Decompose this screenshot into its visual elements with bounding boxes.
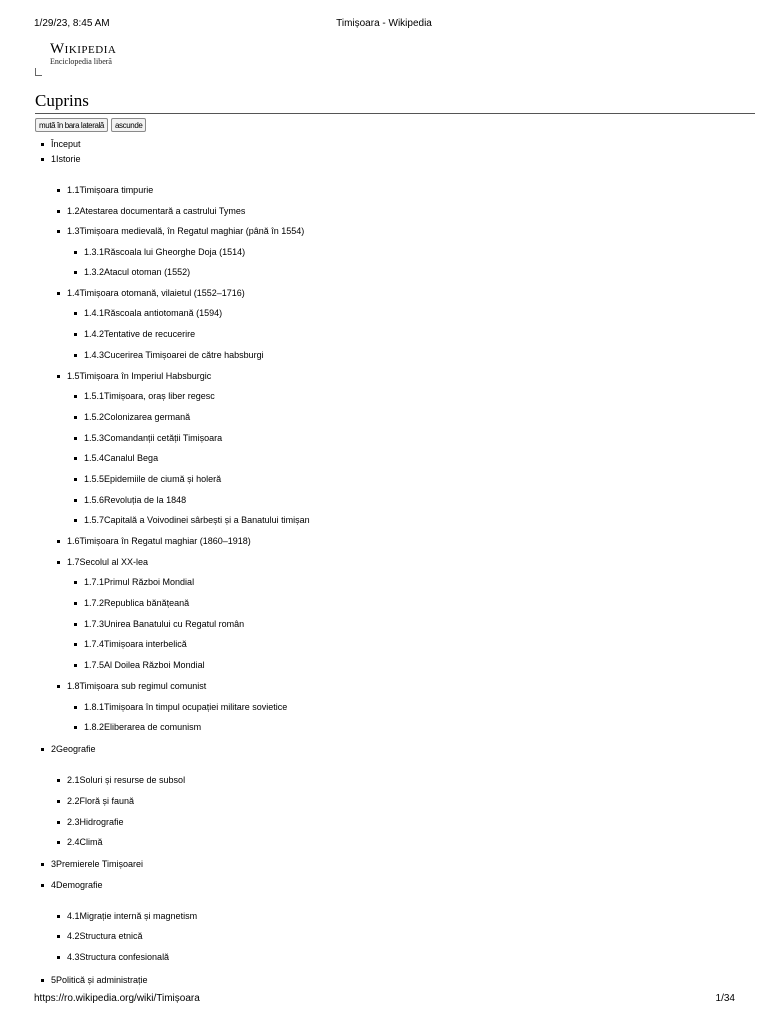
toc-item-label: Timișoara în Regatul maghiar (1860–1918) <box>79 536 251 546</box>
toc-item[interactable] <box>84 721 201 733</box>
toc-item-label: Epidemiile de ciumă și holeră <box>104 474 222 484</box>
bullet-icon <box>74 581 77 584</box>
bullet-icon <box>74 519 77 522</box>
toc-item-label: Răscoala antiotomană (1594) <box>104 308 223 318</box>
toc-item-number: 1.5.7 <box>84 515 105 525</box>
toc-item-number: 1.5.6 <box>84 495 105 505</box>
toc-item-label: Hidrografie <box>79 817 124 827</box>
toc-item[interactable] <box>67 910 197 922</box>
toc-item-number: 4.3 <box>67 952 80 962</box>
bullet-icon <box>74 706 77 709</box>
toc-item-number: 2.2 <box>67 796 80 806</box>
toc-item-label: Migrație internă și magnetism <box>79 911 198 921</box>
bullet-icon <box>74 643 77 646</box>
bullet-icon <box>41 863 44 866</box>
toc-item-label: Structura etnică <box>79 931 143 941</box>
toc-item[interactable] <box>67 930 143 942</box>
toc-item-label: Timișoara medievală, în Regatul maghiar (până în 1554) <box>79 226 305 236</box>
bullet-icon <box>74 437 77 440</box>
toc-item[interactable] <box>84 618 244 630</box>
toc-item-label: Timișoara interbelică <box>104 639 187 649</box>
toc-item[interactable] <box>51 138 81 150</box>
logo-tagline: Enciclopedia liberă <box>50 57 112 66</box>
toc-item-label: Unirea Banatului cu Regatul român <box>104 619 245 629</box>
bullet-icon <box>57 935 60 938</box>
toc-item[interactable] <box>84 432 222 444</box>
toc-item[interactable] <box>84 452 158 464</box>
toc-item[interactable] <box>84 473 221 485</box>
toc-item-number: 1 <box>51 154 57 164</box>
toc-item[interactable] <box>67 836 103 848</box>
toc-item-number: 5 <box>51 975 57 985</box>
toc-item[interactable] <box>67 535 251 547</box>
toc-item[interactable] <box>84 659 205 671</box>
toc-item-number: 1.5.3 <box>84 433 105 443</box>
bullet-icon <box>57 956 60 959</box>
hide-toc-button[interactable]: ascunde <box>111 118 146 132</box>
bullet-icon <box>57 841 60 844</box>
bullet-icon <box>41 979 44 982</box>
bullet-icon <box>57 915 60 918</box>
toc-item-number: 4.2 <box>67 931 80 941</box>
bullet-icon <box>74 251 77 254</box>
toc-item-number: 1.8.1 <box>84 702 105 712</box>
toc-item-number: 1.3.1 <box>84 247 105 257</box>
toc-item-number: 1.7.4 <box>84 639 105 649</box>
bullet-icon <box>74 664 77 667</box>
toc-item-label: Eliberarea de comunism <box>104 722 202 732</box>
toc-item-label: Timișoara otomană, vilaietul (1552–1716) <box>79 288 245 298</box>
bullet-icon <box>57 230 60 233</box>
toc-divider <box>35 113 755 114</box>
bullet-icon <box>57 561 60 564</box>
toc-item-label: Început <box>51 139 81 149</box>
toc-item-label: Premierele Timișoarei <box>56 859 144 869</box>
toc-item-number: 3 <box>51 859 57 869</box>
toc-item-number: 2 <box>51 744 57 754</box>
toc-item-label: Revoluția de la 1848 <box>104 495 187 505</box>
bullet-icon <box>57 821 60 824</box>
toc-item[interactable] <box>84 266 190 278</box>
toc-item-number: 1.5.4 <box>84 453 105 463</box>
bullet-icon <box>57 685 60 688</box>
bullet-icon <box>41 884 44 887</box>
bullet-icon <box>57 189 60 192</box>
toc-item-label: Geografie <box>56 744 96 754</box>
bullet-icon <box>74 623 77 626</box>
toc-item-number: 2.4 <box>67 837 80 847</box>
bullet-icon <box>74 354 77 357</box>
bullet-icon <box>57 540 60 543</box>
toc-item-number: 1.3.2 <box>84 267 105 277</box>
toc-item-label: Răscoala lui Gheorghe Doja (1514) <box>104 247 246 257</box>
toc-item[interactable] <box>84 514 310 526</box>
toc-item-label: Timișoara, oraș liber regesc <box>104 391 215 401</box>
print-datetime: 1/29/23, 8:45 AM <box>34 18 110 29</box>
toc-item[interactable] <box>84 494 186 506</box>
toc-item-label: Timișoara în timpul ocupației militare sovietice <box>104 702 288 712</box>
bullet-icon <box>74 333 77 336</box>
toc-item[interactable] <box>84 701 287 713</box>
toc-item-number: 1.6 <box>67 536 80 546</box>
toc-item-label: Cucerirea Timișoarei de către habsburgi <box>104 350 264 360</box>
toc-item-number: 2.3 <box>67 817 80 827</box>
toc-item-label: Structura confesională <box>79 952 170 962</box>
bullet-icon <box>74 478 77 481</box>
wikipedia-logo[interactable] <box>50 41 116 66</box>
toc-item-number: 1.8 <box>67 681 80 691</box>
toc-item[interactable] <box>84 246 245 258</box>
toc-item[interactable] <box>67 205 245 217</box>
toc-item-number: 1.5.1 <box>84 391 105 401</box>
toc-item-label: Primul Război Mondial <box>104 577 195 587</box>
toc-item-label: Floră și faună <box>79 796 135 806</box>
toc-item[interactable] <box>67 184 153 196</box>
toc-item-number: 1.7.1 <box>84 577 105 587</box>
toc-item-number: 1.1 <box>67 185 80 195</box>
toc-item[interactable] <box>84 411 190 423</box>
toc-item[interactable] <box>51 153 81 165</box>
toc-item-number: 1.7.3 <box>84 619 105 629</box>
bullet-icon <box>41 748 44 751</box>
print-page-title: Timișoara - Wikipedia <box>336 18 432 29</box>
toc-item-number: 1.4.2 <box>84 329 105 339</box>
bullet-icon <box>41 158 44 161</box>
print-url: https://ro.wikipedia.org/wiki/Timișoara <box>34 993 200 1004</box>
bullet-icon <box>74 726 77 729</box>
toc-item[interactable] <box>84 597 189 609</box>
toc-item-label: Colonizarea germană <box>104 412 191 422</box>
toc-item-number: 4 <box>51 880 57 890</box>
toc-button-group <box>35 118 146 132</box>
bullet-icon <box>74 457 77 460</box>
toc-item-label: Republica bănățeană <box>104 598 190 608</box>
toc-item-label: Timișoara sub regimul comunist <box>79 681 207 691</box>
toc-item-number: 1.7.2 <box>84 598 105 608</box>
toc-item[interactable] <box>84 576 194 588</box>
toc-item-label: Atestarea documentară a castrului Tymes <box>79 206 246 216</box>
toc-item-number: 1.3 <box>67 226 80 236</box>
toc-item[interactable] <box>67 370 211 382</box>
bullet-icon <box>74 395 77 398</box>
toc-item[interactable] <box>67 795 134 807</box>
toc-item-label: Timișoara în Imperiul Habsburgic <box>79 371 212 381</box>
bullet-icon <box>74 416 77 419</box>
toc-item[interactable] <box>84 390 215 402</box>
bullet-icon <box>74 271 77 274</box>
toc-item-label: Politică și administrație <box>56 975 148 985</box>
toc-item[interactable] <box>84 638 187 650</box>
toc-item-number: 1.4.1 <box>84 308 105 318</box>
toc-item-number: 1.5.5 <box>84 474 105 484</box>
toc-item-label: Comandanții cetății Timișoara <box>104 433 223 443</box>
toc-item[interactable] <box>67 951 169 963</box>
toc-item-number: 4.1 <box>67 911 80 921</box>
bullet-icon <box>57 210 60 213</box>
toc-item[interactable] <box>67 816 124 828</box>
bullet-icon <box>57 800 60 803</box>
toc-item-label: Demografie <box>56 880 103 890</box>
bullet-icon <box>41 143 44 146</box>
toc-item-label: Tentative de recucerire <box>104 329 196 339</box>
toc-item[interactable] <box>67 680 206 692</box>
toc-item[interactable] <box>51 974 148 986</box>
bullet-icon <box>57 779 60 782</box>
toc-item-label: Soluri și resurse de subsol <box>79 775 186 785</box>
toc-item[interactable] <box>84 349 264 361</box>
bullet-icon <box>57 375 60 378</box>
logo-wordmark: Wikipedia <box>50 41 117 57</box>
toc-item[interactable] <box>67 556 148 568</box>
toc-item-number: 1.5.2 <box>84 412 105 422</box>
toc-item[interactable] <box>51 858 143 870</box>
toc-item-number: 1.7 <box>67 557 80 567</box>
bullet-icon <box>74 312 77 315</box>
bullet-icon <box>57 292 60 295</box>
print-page-number: 1/34 <box>715 993 735 1004</box>
toc-item[interactable] <box>67 225 304 237</box>
toc-item-label: Canalul Bega <box>104 453 159 463</box>
toc-item-label: Capitală a Voivodinei sârbești și a Banatului timișan <box>104 515 310 525</box>
print-header <box>0 18 768 32</box>
toc-item[interactable] <box>67 774 185 786</box>
toc-item[interactable] <box>51 879 103 891</box>
move-to-sidebar-button[interactable]: mută în bara laterală <box>35 118 108 132</box>
menu-toggle-checkbox[interactable] <box>35 68 42 76</box>
toc-item-number: 1.7.5 <box>84 660 105 670</box>
bullet-icon <box>74 499 77 502</box>
toc-item-label: Al Doilea Război Mondial <box>104 660 205 670</box>
toc-item-number: 1.8.2 <box>84 722 105 732</box>
toc-item-label: Climă <box>79 837 103 847</box>
toc-item-label: Secolul al XX-lea <box>79 557 149 567</box>
toc-item-number: 1.4 <box>67 288 80 298</box>
toc-item-label: Timișoara timpurie <box>79 185 154 195</box>
toc-item[interactable] <box>67 287 245 299</box>
toc-item[interactable] <box>84 328 195 340</box>
toc-item-number: 2.1 <box>67 775 80 785</box>
toc-item[interactable] <box>51 743 96 755</box>
toc-item-label: Istorie <box>56 154 81 164</box>
toc-item[interactable] <box>84 307 222 319</box>
toc-item-label: Atacul otoman (1552) <box>104 267 191 277</box>
toc-item-number: 1.4.3 <box>84 350 105 360</box>
toc-item-number: 1.5 <box>67 371 80 381</box>
toc-heading: Cuprins <box>35 91 89 110</box>
toc-item-number: 1.2 <box>67 206 80 216</box>
bullet-icon <box>74 602 77 605</box>
